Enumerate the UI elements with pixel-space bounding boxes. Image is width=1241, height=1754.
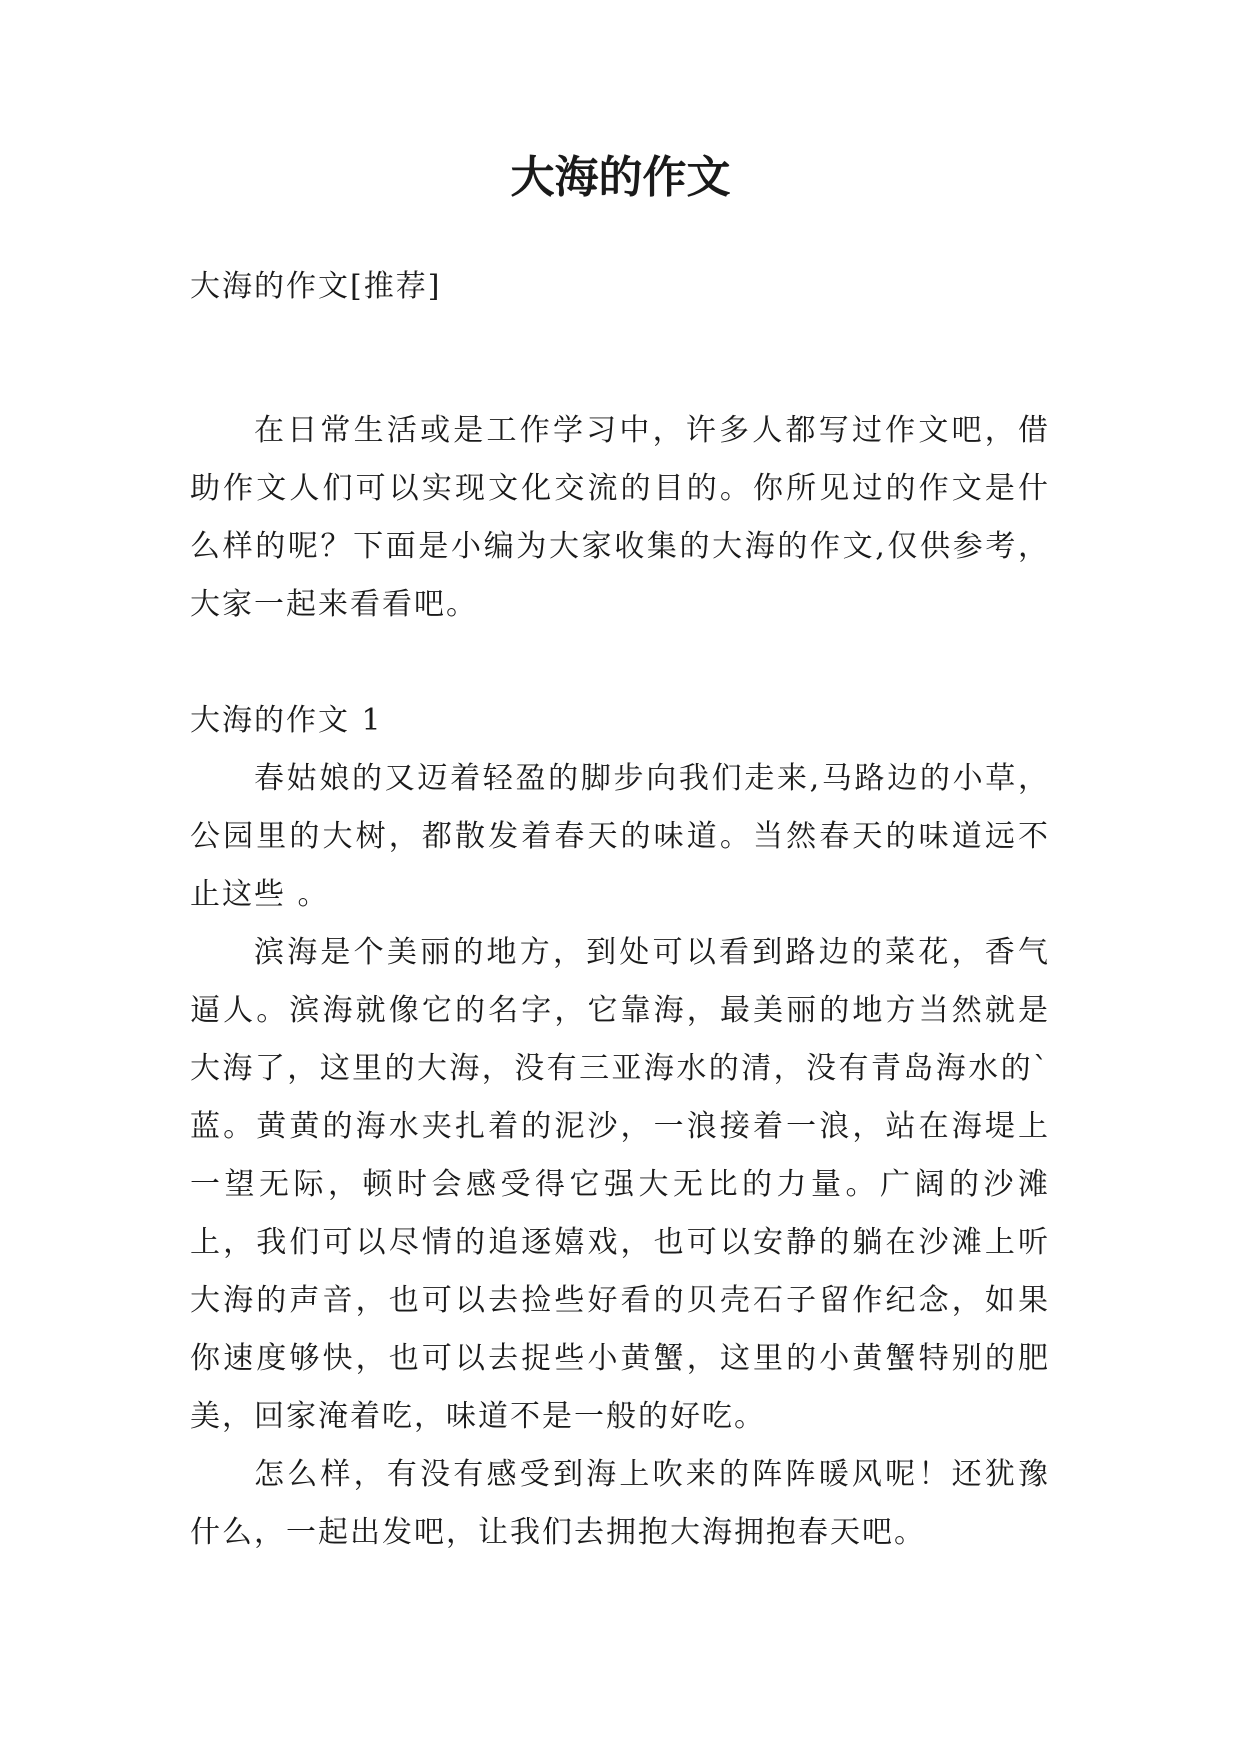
document-body — [190, 258, 1050, 1562]
body-paragraph-2: 滨海是个美丽的地方，到处可以看到路边的菜花，香气逼人。滨海就像它的名字，它靠海，最美丽的地方当然就是大海了，这里的大海，没有三亚海水的清，没有青岛海水的`蓝。黄黄的海水夹扎着的泥沙，一浪接着一浪，站在海堤上一望无际，顿时会感受得它强大无比的力量。广阔的沙滩上，我们可以尽情的追逐嬉戏，也可以安静的躺在沙滩上听大海的声音，也可以去捡些好看的贝壳石子留作纪念，如果你速度够快，也可以去捉些小黄蟹，这里的小黄蟹特别的肥美，回家淹着吃，味道不是一般的好吃。 — [190, 935, 1050, 1434]
body-paragraph-3: 怎么样，有没有感受到海上吹来的阵阵暖风呢！还犹豫什么，一起出发吧，让我们去拥抱大海拥抱春天吧。 — [190, 1457, 1050, 1550]
intro-paragraph: 在日常生活或是工作学习中，许多人都写过作文吧，借助作文人们可以实现文化交流的目的。你所见过的作文是什么样的呢？下面是小编为大家收集的大海的作文,仅供参考，大家一起来看看吧。 — [190, 413, 1050, 622]
document-title: 大海的作文 — [510, 152, 731, 203]
section-heading: 大海的作文 1 — [190, 703, 383, 738]
document-subtitle: 大海的作文[推荐] — [190, 269, 442, 304]
body-paragraph-1: 春姑娘的又迈着轻盈的脚步向我们走来,马路边的小草，公园里的大树，都散发着春天的味道。当然春天的味道远不止这些 。 — [190, 761, 1050, 912]
